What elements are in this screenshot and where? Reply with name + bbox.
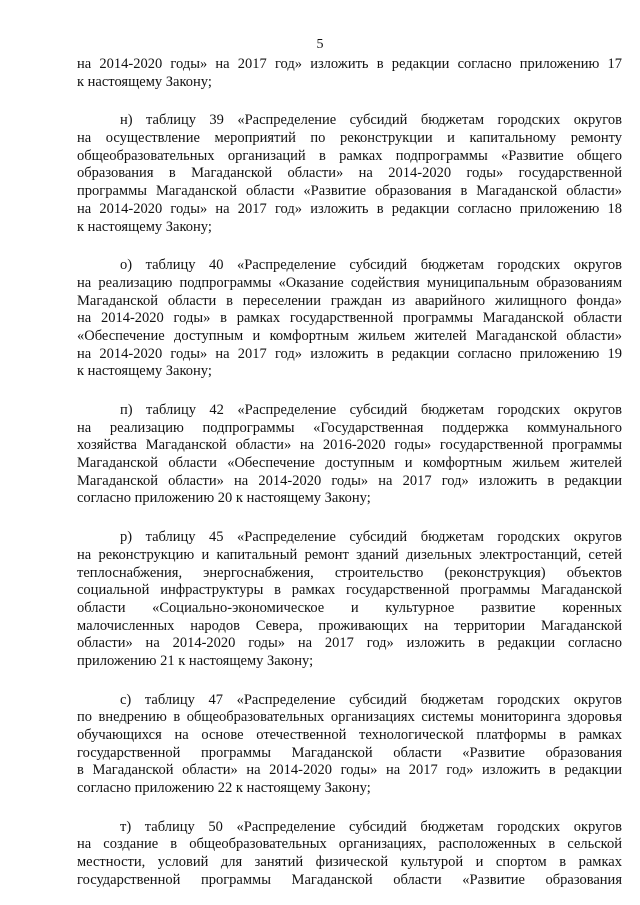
text-line: р) таблицу 45 «Распределение субсидий бюджетам городских округов bbox=[120, 529, 622, 546]
text-line: государственной программы Магаданской области «Развитие образования bbox=[77, 744, 622, 761]
text-line: согласно приложению 22 к настоящему Закону; bbox=[77, 780, 371, 797]
text-line: социальной инфраструктуры в рамках государственной программы Магаданской bbox=[77, 582, 622, 599]
text-line: приложению 21 к настоящему Закону; bbox=[77, 652, 314, 669]
text-line: с) таблицу 47 «Распределение субсидий бюджетам городских округов bbox=[120, 691, 622, 708]
text-line: Магаданской области» на 2014-2020 годы» на 2017 год» изложить в редакции bbox=[77, 472, 622, 489]
text-line: п) таблицу 42 «Распределение субсидий бюджетам городских округов bbox=[120, 402, 622, 418]
text-line: на создание в общеобразовательных организациях, расположенных в сельской bbox=[77, 836, 622, 853]
text-line: к настоящему Закону; bbox=[77, 73, 212, 90]
text-line: по внедрению в общеобразовательных организациях системы мониторинга здоровья bbox=[77, 709, 622, 726]
text-line: местности, условий для занятий физической культурой и спортом в рамках bbox=[77, 854, 622, 871]
text-line: программы Магаданской области «Развитие образования в Магаданской области» bbox=[77, 183, 622, 200]
text-line: малочисленных народов Севера, проживающих на территории Магаданской bbox=[77, 617, 622, 634]
text-line: на 2014-2020 годы» в рамках государственной программы Магаданской области bbox=[77, 310, 622, 327]
text-line: на 2014-2020 годы» на 2017 год» изложить в редакции согласно приложению 19 bbox=[77, 345, 622, 362]
text-line: на осуществление мероприятий по реконструкции и капитальному ремонту bbox=[77, 130, 622, 147]
text-line: на 2014-2020 годы» на 2017 год» изложить в редакции согласно приложению 17 bbox=[77, 56, 622, 72]
text-line: Магаданской области «Обеспечение доступным и комфортным жильем жителей bbox=[77, 455, 622, 472]
text-line: т) таблицу 50 «Распределение субсидий бюджетам городских округов bbox=[120, 818, 622, 835]
text-line: на реконструкцию и капитальный ремонт зданий дизельных электростанций, сетей bbox=[77, 546, 622, 563]
text-line: общеобразовательных организаций в рамках подпрограммы «Развитие общего bbox=[77, 147, 622, 164]
text-line: хозяйства Магаданской области» на 2016-2020 годы» государственной программы bbox=[77, 437, 622, 454]
text-line: в Магаданской области» на 2014-2020 годы» на 2017 год» изложить в редакции bbox=[77, 762, 622, 779]
text-line: области «Социально-экономическое и культурное развитие коренных bbox=[77, 599, 622, 616]
paragraph-item-t bbox=[77, 819, 622, 890]
document-body bbox=[77, 56, 622, 890]
text-line: «Обеспечение доступным и комфортным жильем жителей Магаданской области» bbox=[77, 327, 622, 344]
text-line: области» на 2014-2020 годы» на 2017 год» изложить в редакции согласно bbox=[77, 635, 622, 652]
text-line: к настоящему Закону; bbox=[77, 363, 212, 380]
text-line: о) таблицу 40 «Распределение субсидий бюджетам городских округов bbox=[120, 257, 622, 274]
page-number: 5 bbox=[316, 37, 324, 52]
text-line: к настоящему Закону; bbox=[77, 218, 212, 235]
paragraph-item-s bbox=[77, 692, 622, 798]
paragraph-item-n bbox=[77, 112, 622, 236]
text-line: на 2014-2020 годы» на 2017 год» изложить в редакции согласно приложению 18 bbox=[77, 200, 622, 217]
text-line: согласно приложению 20 к настоящему Закону; bbox=[77, 490, 371, 507]
text-line: образования в Магаданской области» на 2014-2020 годы» государственной bbox=[77, 165, 622, 182]
text-line: Магаданской области в переселении граждан из аварийного жилищного фонда» bbox=[77, 292, 622, 309]
paragraph-continuation bbox=[77, 56, 622, 91]
paragraph-item-p bbox=[77, 402, 622, 508]
text-line: н) таблицу 39 «Распределение субсидий бюджетам городских округов bbox=[120, 112, 622, 129]
paragraph-item-r bbox=[77, 529, 622, 671]
text-line: на реализацию подпрограммы «Государственная поддержка коммунального bbox=[77, 419, 622, 436]
text-line: на реализацию подпрограммы «Оказание содействия муниципальным образованиям bbox=[77, 274, 622, 291]
text-line: обучающихся на основе отечественной технологической платформы в рамках bbox=[77, 727, 622, 743]
text-line: государственной программы Магаданской области «Развитие образования bbox=[77, 871, 622, 888]
paragraph-item-o bbox=[77, 257, 622, 381]
text-line: теплоснабжения, энергоснабжения, строительство (реконструкция) объектов bbox=[77, 564, 622, 581]
